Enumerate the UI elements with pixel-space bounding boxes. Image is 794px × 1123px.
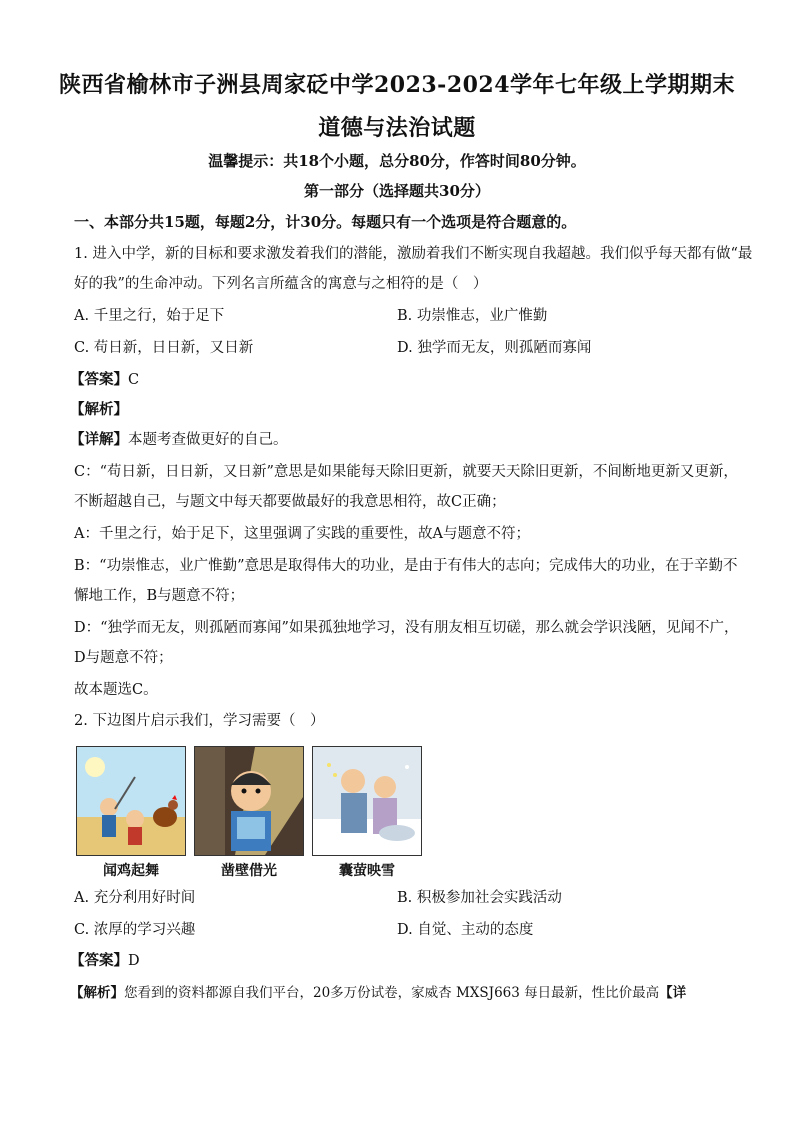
q1-explain-d-line2: D与题意不符；: [74, 650, 173, 666]
q1-conclusion: 故本题选C。: [74, 682, 158, 698]
q1-explain-b-line1: B：“功崇惟志，业广惟勤”意思是取得伟大的功业，是由于有伟大的志向；完成伟大的功业，在于辛勤不: [74, 558, 738, 574]
exam-title-line1: 陕西省榆林市子洲县周家砭中学2023-2024学年七年级上学期期末: [58, 72, 736, 98]
q2-answer-value: D: [128, 953, 140, 969]
q1-detail: [70, 430, 288, 450]
q1-explain-b-line2: 懈地工作，B与题意不符；: [74, 588, 245, 604]
scholar-snow-illustration-icon: [312, 746, 422, 856]
q2-image1-caption: 闻鸡起舞: [103, 863, 159, 879]
q1-answer-label: 【答案】: [70, 371, 128, 388]
q1-explain-d-line1: D：“独学而无友，则孤陋而寡闻”如果孤独地学习，没有朋友相互切磋，那么就会学识浅陋，见闻不广，: [74, 620, 739, 636]
q1-stem-line1: 1. 进入中学，新的目标和要求激发着我们的潜能，激励着我们不断实现自我超越。我们似乎每天都有做“最: [74, 246, 753, 262]
q1-explain-a: A：千里之行，始于足下，这里强调了实践的重要性，故A与题意不符；: [74, 526, 530, 542]
q1-option-b: B. 功崇惟志，业广惟勤: [397, 308, 548, 324]
q2-analysis: [70, 983, 686, 1003]
q2-option-c: C. 浓厚的学习兴趣: [74, 922, 196, 938]
exam-tip: 温馨提示：共18个小题，总分80分，作答时间80分钟。: [208, 152, 586, 170]
q2-option-b: B. 积极参加社会实践活动: [397, 890, 562, 906]
exam-title-line2: 道德与法治试题: [318, 115, 476, 141]
q2-detail-cut: 【详: [659, 985, 687, 1001]
q2-analysis-label: 【解析】: [70, 985, 124, 1001]
q1-analysis-label: 【解析】: [70, 401, 128, 418]
q2-option-d: D. 自觉、主动的态度: [397, 922, 534, 938]
q2-answer-label: 【答案】: [70, 952, 128, 969]
rooster-sword-illustration-icon: [76, 746, 186, 856]
section-one-heading: 一、本部分共15题，每题2分，计30分。每题只有一个选项是符合题意的。: [74, 213, 577, 231]
q1-option-a: A. 千里之行，始于足下: [74, 308, 225, 324]
q1-option-c: C. 苟日新，日日新，又日新: [74, 340, 254, 356]
q2-image3-caption: 囊萤映雪: [339, 863, 395, 879]
q2-image2-caption: 凿壁借光: [221, 863, 277, 879]
q1-explain-c-line1: C：“苟日新，日日新，又日新”意思是如果能每天除旧更新，就要天天除旧更新，不间断地更新又更新，: [74, 464, 738, 480]
q1-answer: [70, 370, 139, 390]
boy-reading-wall-light-illustration-icon: [194, 746, 304, 856]
q2-analysis-text: 您看到的资料都源自我们平台，20多万份试卷，家威杏 MXSJ663 每日最新，性比价最高: [124, 985, 660, 1001]
q1-stem-line2: 好的我”的生命冲动。下列名言所蕴含的寓意与之相符的是（ ）: [74, 276, 488, 292]
q1-answer-value: C: [128, 372, 140, 388]
q1-option-d: D. 独学而无友，则孤陋而寡闻: [397, 340, 592, 356]
q1-explain-c-line2: 不断超越自己，与题文中每天都要做最好的我意思相符，故C正确；: [74, 494, 506, 510]
q2-answer: [70, 951, 140, 971]
q2-option-a: A. 充分利用好时间: [74, 890, 196, 906]
q2-stem: 2. 下边图片启示我们，学习需要（ ）: [74, 713, 325, 729]
q1-detail-text: 本题考查做更好的自己。: [128, 432, 288, 448]
part-one-heading: 第一部分（选择题共30分）: [304, 182, 490, 200]
q1-detail-label: 【详解】: [70, 431, 128, 448]
